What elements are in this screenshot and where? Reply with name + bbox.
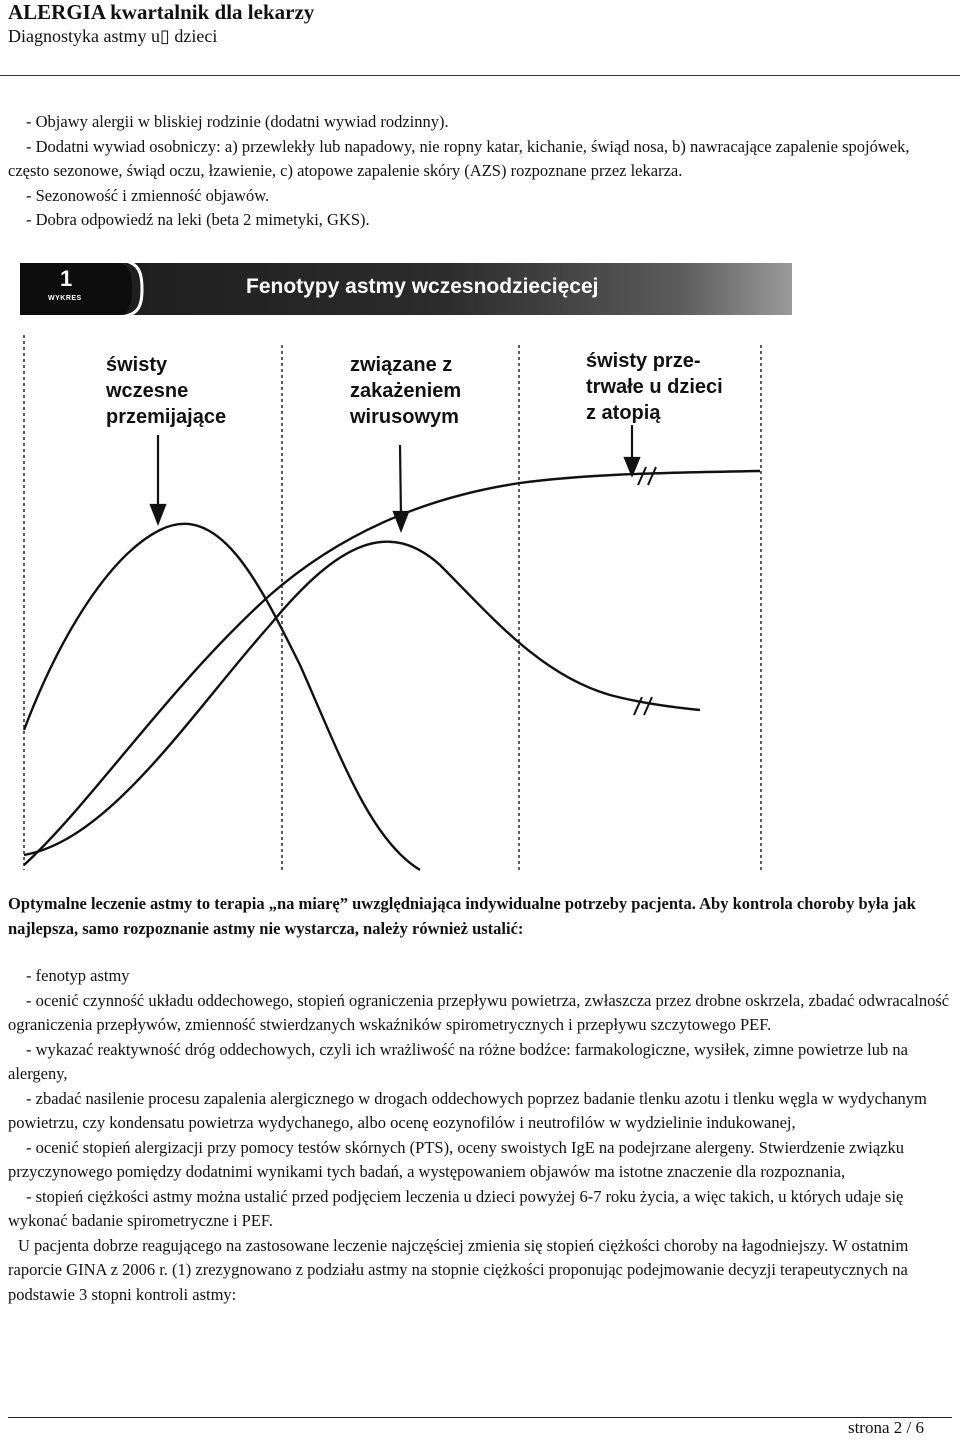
list-item: U pacjenta dobrze reagującego na zastosowane leczenie najczęściej zmienia się stopień ciężkości choroby na łagodniejszy. W ostatnim raporcie GINA z 2006 r. (1) zrezygnowano z podziału astmy na stopnie ciężkości proponując podejmowanie decyzji terapeutycznych na podstawie 3 stopni kontroli astmy: [8, 1235, 909, 1304]
journal-title: ALERGIA kwartalnik dla lekarzy [8, 0, 315, 24]
label-line: związane z [350, 354, 453, 376]
intro-item: - Sezonowość i zmienność objawów. [26, 185, 270, 205]
break-mark-bottom [634, 697, 652, 715]
label-line: wczesne [106, 380, 189, 402]
label-line: wirusowym [350, 406, 459, 428]
arrow-virus [394, 445, 408, 530]
list-item: - wykazać reaktywność dróg oddechowych, czyli ich wrażliwość na różne bodźce: farmakologiczne, wysiłek, zimne powietrze lub na alergeny, [8, 1039, 908, 1083]
list-item: - zbadać nasilenie procesu zapalenia alergicznego w drogach oddechowych poprzez badanie tlenku azotu i tlenku węgla w wydychanym powietrzu, czy kondensatu powietrza wydychanego, albo ocenę eozynofilów i neutrofilów w wydzielinie indukowanej, [8, 1088, 927, 1132]
intro-item: - Objawy alergii w bliskiej rodzinie (dodatni wywiad rodzinny). [26, 112, 449, 131]
curve-early-transient [24, 524, 420, 870]
label-early-transient [106, 352, 226, 430]
bold-paragraph-text: Optymalne leczenie astmy to terapia „na miarę” uwzględniająca indywidualne potrzeby pacjenta. Aby kontrola choroby była jak najlepsza, samo rozpoznanie astmy nie wystarcza, należy również ustalić: [8, 894, 916, 938]
list-item: - ocenić stopień alergizacji przy pomocy testów skórnych (PTS), oceny swoistych IgE na podejrzane alergeny. Stwierdzenie związku przyczynowego pomiędzy dodatnimi wynikami tych badań, a występowaniem objawów ma istotne znaczenie dla rozpoznania, [8, 1137, 905, 1181]
arrow-early [151, 435, 165, 523]
label-line: zakażeniem [350, 380, 462, 402]
bold-paragraph [8, 892, 954, 941]
arrow-atopic [625, 425, 639, 475]
label-persistent-atopic [586, 348, 723, 426]
assessment-list [8, 964, 954, 1307]
label-virus-associated [350, 352, 461, 430]
curve-persistent-atopic [24, 471, 760, 865]
intro-item: - Dodatni wywiad osobniczy: a) przewlekły lub napadowy, nie ropny katar, kichanie, świąd nosa, b) nawracające zapalenie spojówek, często sezonowe, świąd oczu, łzawienie, c) atopowe zapalenie skóry (AZS) rozpoznane przez lekarza. [8, 136, 910, 180]
figure-badge-word: WYKRES [48, 295, 82, 302]
list-item: - stopień ciężkości astmy można ustalić przed podjęciem leczenia u dzieci powyżej 6-7 roku życia, a więc takich, u których udaje się wykonać badanie spirometryczne i PEF. [8, 1186, 904, 1230]
intro-list [8, 110, 954, 233]
figure-title: Fenotypy astmy wczesnodziecięcej [246, 275, 599, 298]
label-line: z atopią [586, 402, 661, 424]
label-line: świsty prze- [586, 350, 701, 372]
header-divider [0, 75, 960, 76]
footer-divider [8, 1417, 952, 1418]
intro-item: - Dobra odpowiedź na leki (beta 2 mimetyki, GKS). [26, 210, 370, 229]
label-line: trwałe u dzieci [586, 376, 723, 398]
phenotype-figure [20, 260, 800, 875]
figure-number: 1 [60, 266, 73, 291]
list-item: - ocenić czynność układu oddechowego, stopień ograniczenia przepływu powietrza, zwłaszcza przez drobne oskrzela, zbadać odwracalność ograniczenia przepływów, zmienność stwierdzanych wskaźników spirometrycznych i przepływu szczytowego PEF. [8, 990, 950, 1034]
label-line: przemijające [106, 406, 227, 428]
list-item: - fenotyp astmy [26, 966, 130, 985]
article-subtitle: Diagnostyka astmy u▯ dzieci [8, 26, 218, 46]
break-mark-top [638, 467, 656, 485]
label-line: świsty [106, 354, 168, 376]
page-number: strona 2 / 6 [847, 1418, 924, 1437]
curve-virus-associated [24, 542, 700, 855]
